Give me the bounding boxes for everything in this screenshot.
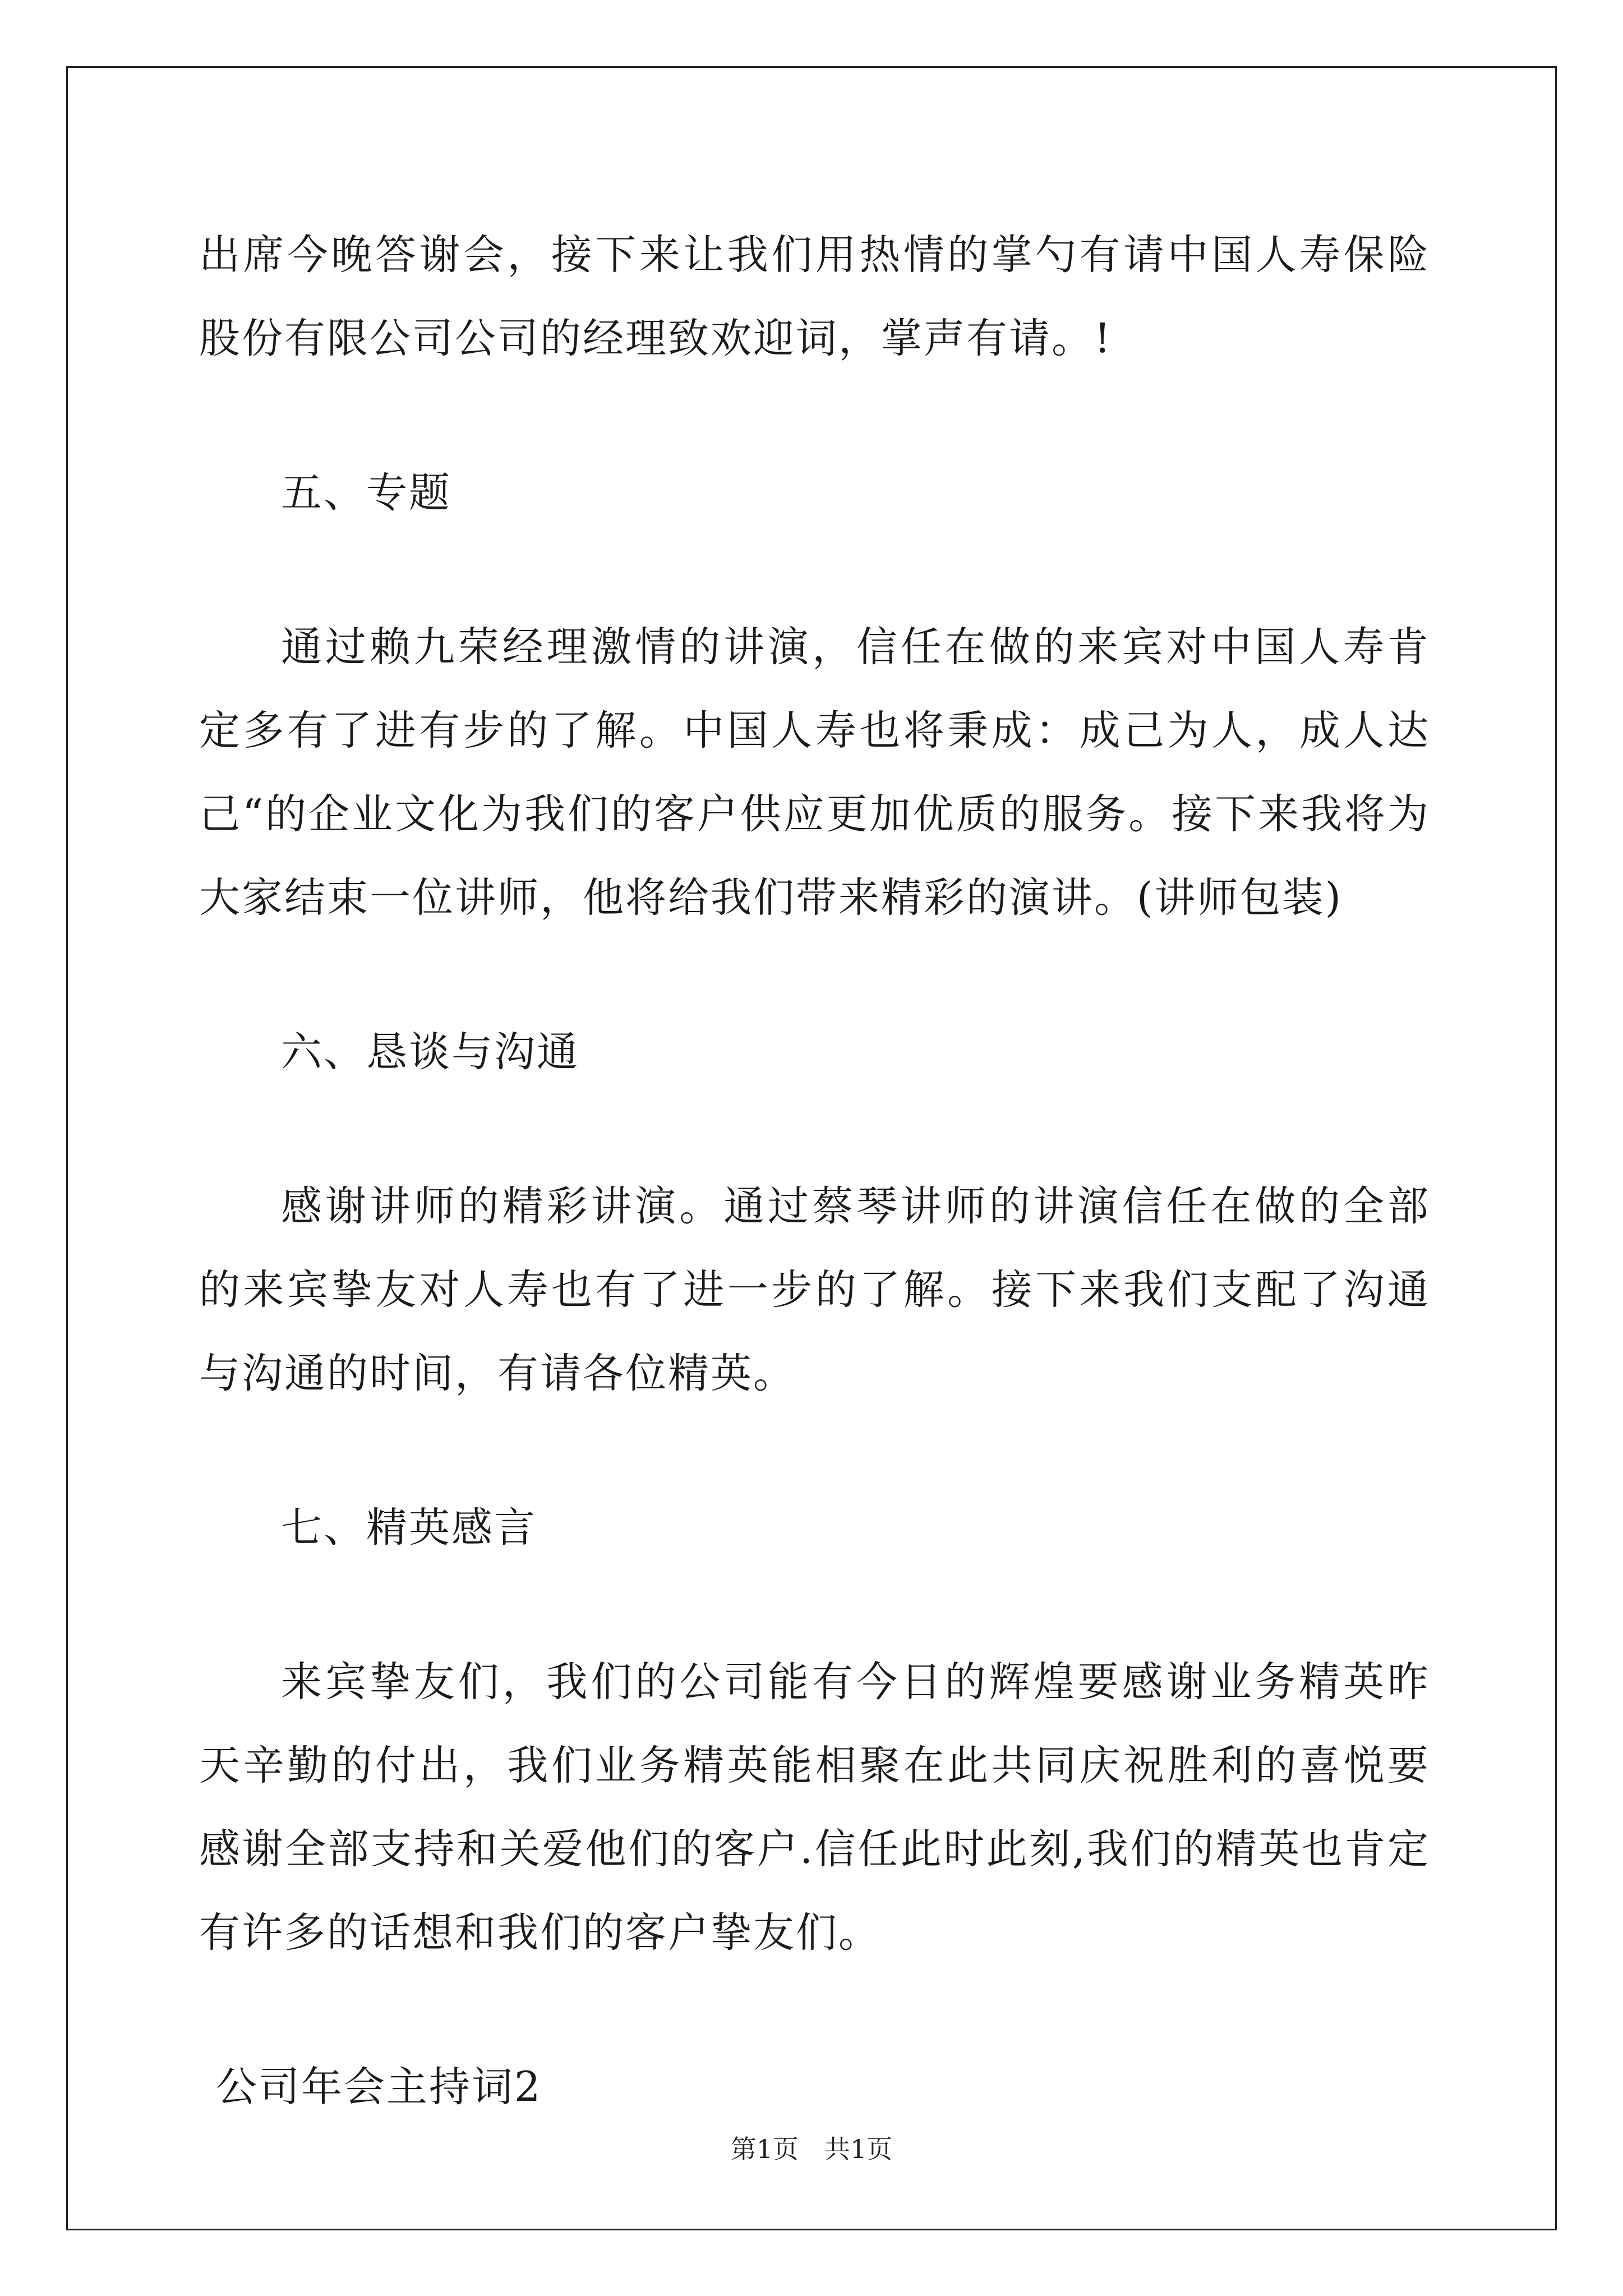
document-body — [199, 213, 1430, 2200]
paragraph-thanks: 感谢讲师的精彩讲演。通过蔡琴讲师的讲演信任在做的全部的来宾挚友对人寿也有了进一步的了解。接下来我们支配了沟通与沟通的时间，有请各位精英。 — [199, 1182, 1430, 1397]
section-heading-topic: 五、专题 — [281, 469, 451, 517]
paragraph-elite: 来宾挚友们，我们的公司能有今日的辉煌要感谢业务精英昨天辛勤的付出，我们业务精英能相聚在此共同庆祝胜利的喜悦要感谢全部支持和关爱他们的客户.信任此时此刻,我们的精英也肯定有许多的话想和我们的客户挚友们。 — [199, 1658, 1430, 1957]
section-heading-communication: 六、恳谈与沟通 — [281, 1028, 579, 1076]
paragraph-welcome: 出席今晚答谢会，接下来让我们用热情的掌勺有请中国人寿保险股份有限公司公司的经理致欢迎词，掌声有请。! — [199, 231, 1430, 362]
section-heading-elite-remarks: 七、精英感言 — [281, 1504, 537, 1552]
document-title-2: 公司年会主持词2 — [216, 2063, 542, 2111]
paragraph-speech: 通过赖九荣经理激情的讲演，信任在做的来宾对中国人寿肯定多有了进有步的了解。中国人寿也将秉成：成己为人，成人达己“的企业文化为我们的客户供应更加优质的服务。接下来我将为大家结束一位讲师，他将给我们带来精彩的演讲。(讲师包装) — [199, 623, 1430, 922]
page-footer: 第1页 共1页 — [730, 2134, 893, 2164]
